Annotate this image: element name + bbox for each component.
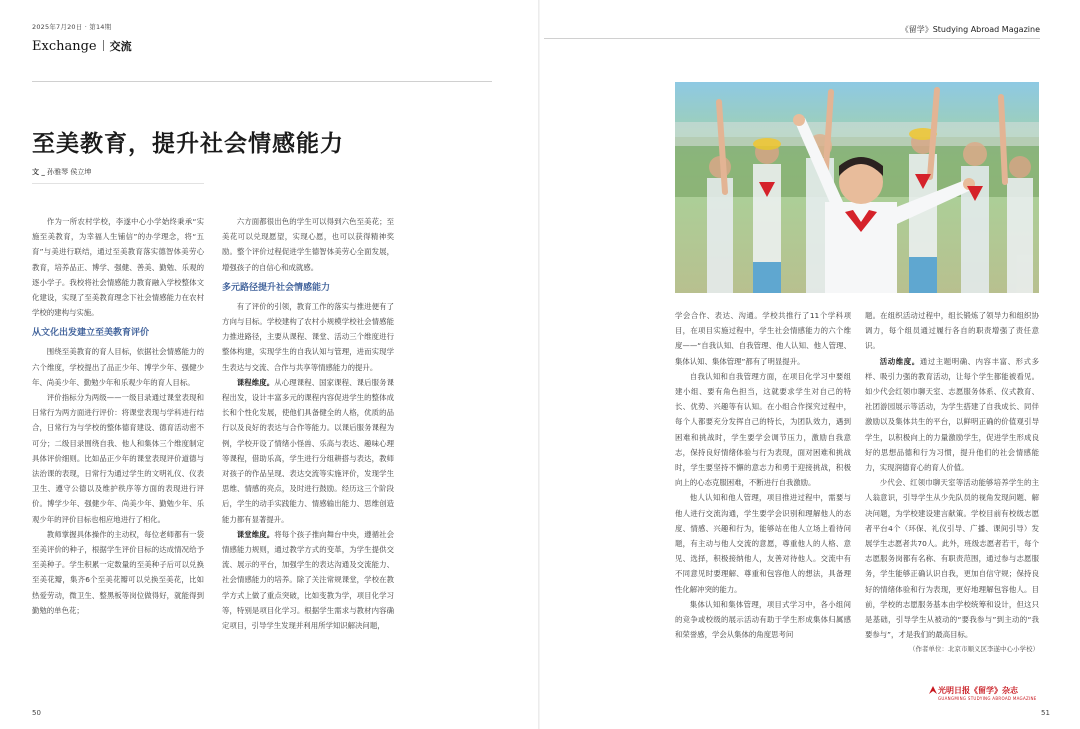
paragraph: 围绕至美教育的育人目标，依据社会情感能力的六个维度，学校提出了品正少年、博学少年、强健少年、尚美少年、勤勉少年和乐观少年的育人目标。: [32, 347, 204, 387]
photo-illustration: [675, 82, 1039, 293]
author-affiliation: （作者单位：北京市顺义区李遂中心小学校）: [909, 645, 1039, 654]
paragraph: [865, 354, 1039, 476]
byline-authors: 孙雅琴 侯立坤: [47, 168, 92, 176]
subheading: 多元路径提升社会情感能力: [222, 282, 331, 293]
paragraph-text: 通过主题明确、内容丰富、形式多样、吸引力强的教育活动，让每个学生都能被看见。如少代会红领巾聊天室、志愿服务体系、仪式教育、社团游园展示等活动，为学生搭建了自我成长、同伴激励以及集体共生的平台，以鲜明正确的价值观引导学生，以积极向上的力量激励学生，促进学生形成良好的思想品德和行为习惯，提升他们的社会情感能力，实现润德育心的育人价值。: [865, 356, 1039, 473]
magazine-logo-icon: [929, 686, 937, 694]
text-column-2: [222, 214, 394, 633]
run-in-heading: 课堂维度。: [236, 529, 275, 539]
paragraph: 评价指标分为两级——一级目录通过课堂表现和日常行为两方面进行评价：将课堂表现与学科进行结合，日常行为与学校的整体德育建设、德育活动密不可分；二级目录围绕自我、他人和集体三个维度制定具体评价细则。比如品正少年的课堂表现评价道德与法治课的表现，日常行为通过学生的文明礼仪、仪表卫生、遵守公德以及维护秩序等方面的表现进行评价。博学少年、强健少年、尚美少年、勤勉少年、乐观少年的评价目标也相应地进行了相化。: [32, 393, 204, 524]
article-title: 至美教育，提升社会情感能力: [32, 131, 344, 157]
header-rule-right: [544, 38, 1040, 39]
section-label-en: Exchange: [32, 39, 97, 54]
magazine-name: 《留学》Studying Abroad Magazine: [900, 25, 1040, 34]
paragraph: 集体认知和集体管理，项目式学习中，各小组间的竞争或校级的展示活动有助于学生形成集体归属感和荣誉感，学会从集体的角度思考问: [675, 599, 851, 640]
text-column-4: [865, 308, 1039, 658]
brand-subtext: GUANGMING STUDYING ABROAD MAGAZINE: [938, 696, 1037, 701]
byline: [32, 167, 91, 177]
run-in-heading: 活动维度。: [879, 356, 920, 366]
page-number-left: 50: [32, 709, 41, 717]
paragraph: 学会合作、表达、沟通。学校共推行了11个学科项目，在项目实施过程中，学生社会情感能力的六个维度——“自我认知、自我管理、他人认知、他人管理、集体认知、集体管理”都有了明显提升。: [675, 311, 851, 366]
paragraph: 题。在组织活动过程中，组长锻炼了领导力和组织协调力，每个组员通过履行各自的职责增强了责任意识。: [865, 311, 1039, 351]
paragraph: 教师掌握具体操作的主动权，每位老师都有一袋至美评价的种子，根据学生评价目标的达成情况给予至美种子。学生积累一定数量的至美种子后可以兑换至美花瓣，集齐6个至美花瓣可以兑换至美花，比如热爱劳动，微卫生、整黑板等岗位做得好，就能得到勤勉的单色花；: [32, 529, 204, 615]
paragraph: [222, 527, 394, 633]
paragraph: [222, 375, 394, 527]
text-column-1: [32, 214, 204, 618]
paragraph-text: 从心理课程、国家课程、课后服务课程出发，设计丰富多元的课程内容促进学生的整体成长和个性化发展，使他们具备健全的人格，优质的品行以及良好的表达与合作等能力。以课后服务课程为例，学校开设了情绪小怪兽、乐高与表达、趣味心理等课程，借助乐高，学生进行分组耕搭与表达，教师对孩子的作品呈现、表达交流等实施评价，发现学生思维、情感的亮点，及时进行鼓励。经历这三个阶段后，学生的动手实践能力、情感输出能力、思维创造能力都有显著提升。: [222, 377, 394, 524]
paragraph: 少代会、红领巾聊天室等活动能够培养学生的主人翁意识，引导学生从少先队员的视角发现问题、解决问题，为学校建设建言献策。学校目前有校级志愿者平台4个（环保、礼仪引导、广播、课间引导）发展学生志愿者共70人。此外，班级志愿者若干，每个志愿服务岗都有名称、有职责范围，通过参与志愿服务，学生能够正确认识自我，更加自信守规；保持良好的情绪体验和行为表现，更好地理解包容他人。目前，学校的志愿服务基本由学校统筹和设计，但这只是基础，引导学生从被动的“要我参与”到主动的“我要参与”，才是我们的最高目标。: [865, 478, 1039, 640]
paragraph: 他人认知和他人管理，项目推进过程中，需要与他人进行交流沟通，学生要学会识别和理解他人的态度、情感、兴趣和行为，能够站在他人立场上看待问题，有主动与他人交流的意愿，尊重他人的人格、意见、选择，积极接纳他人，友善对待他人。交流中有不同意见时要理解、尊重和包容他人的想法，具备理性化解冲突的能力。: [675, 493, 851, 594]
brand-text: 光明日报《留学》杂志: [938, 686, 1018, 695]
paragraph-text: 将每个孩子推向舞台中央，遵循社会情感能力规则，通过教学方式的变革，为学生提供交流、展示的平台，加强学生的表达沟通及交流能力、社会情感能力的培养。除了关注常规课堂，学校在教学方式上做了重点突破，比如变教为学，项目化学习等，特别是项目化学习。根据学生需求与教材内容确定项目，引导学生发现并利用所学知识解决问题，: [222, 529, 394, 631]
page-number-right: 51: [1041, 709, 1050, 717]
students-exercise-photo: [675, 82, 1039, 293]
magazine-brand: [938, 685, 1037, 701]
paragraph: 作为一所农村学校，李遂中心小学始终秉承“实施至美教育，为幸福人生铺信”的办学理念，将“五育”与美进行联结，通过至美教育落实德智体美劳心教育，培养品正、博学、强健、善美、勤勉、乐观的逐小学子。我校将社会情感能力教育融入学校整体文化建设，实现了至美教育理念下社会情感能力在农村学校的建构与实施。: [32, 217, 204, 318]
section-header: [32, 38, 132, 54]
paragraph: 有了评价的引领，教育工作的落实与推进便有了方向与目标。学校建构了农村小规模学校社会情感能力推进路径，主要从课程、课堂、活动三个维度进行整体构建，实现学生的自我认知与管理，进而实现学生表达与交流、合作与共享等情感能力的提升。: [222, 301, 394, 372]
issue-line: 2025年7月20日 · 第14期: [32, 23, 112, 31]
subheading: 从文化出发建立至美教育评价: [32, 328, 150, 339]
paragraph: 自我认知和自我管理方面，在项目化学习中要组建小组、要有角色担当，这就要求学生对自己的特长、优势、兴趣等有认知。在小组合作探究过程中，每个人都要充分发挥自己的特长，为团队效力，遇到困难和挑战时，学生要学会调节压力，激励自我意志，保持良好情绪体验与行为表现，面对困难和挑战时，学生要坚持不懈的意志力和勇于迎接挑战，积极向上的心态克服困难，不断进行自我激励。: [675, 371, 851, 488]
paragraph: 六方面都很出色的学生可以得到六色至美花；至美花可以兑现愿望，实现心愿，也可以获得精神奖励。整个评价过程促进学生德智体美劳心全面发展，增强孩子的自信心和成就感。: [222, 217, 394, 272]
header-rule: [32, 81, 492, 82]
text-column-3: [675, 308, 851, 642]
byline-rule: [32, 183, 204, 184]
section-divider: [103, 40, 104, 51]
run-in-heading: 课程维度。: [236, 377, 275, 387]
section-label-cn: 交流: [109, 40, 132, 53]
right-page: [540, 0, 1080, 729]
byline-label: 文 _: [32, 168, 45, 176]
